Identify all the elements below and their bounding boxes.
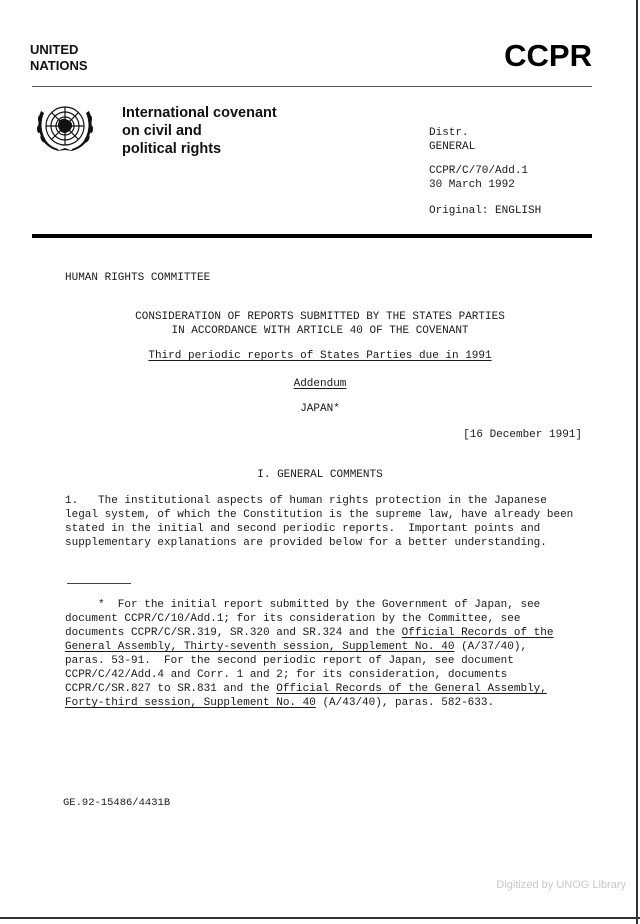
organization-name <box>30 42 88 74</box>
org-line-1: UNITED <box>30 42 79 57</box>
official-records-reference: Official Records of the General Assembly, <box>276 683 547 695</box>
footnote-text: CCPR/C/SR.827 to SR.831 and the <box>65 683 277 695</box>
submission-date: [16 December 1991] <box>463 429 582 441</box>
footnote-line: CCPR/C/42/Add.4 and Corr. 1 and 2; for its consideration, documents <box>65 669 508 681</box>
addendum-text: Addendum <box>293 378 347 390</box>
page-border-right <box>636 0 638 924</box>
official-records-reference: Forty-third session, Supplement No. 40 <box>65 697 316 709</box>
paragraph-line: supplementary explanations are provided below for a better understanding. <box>65 537 547 549</box>
footnote-line <box>65 640 605 654</box>
covenant-title <box>122 104 277 158</box>
covenant-title-line: political rights <box>122 141 222 157</box>
distribution-value: GENERAL <box>429 141 476 153</box>
job-number: GE.92-15486/4431B <box>63 797 171 809</box>
document-date: 30 March 1992 <box>429 179 515 191</box>
consideration-line: IN ACCORDANCE WITH ARTICLE 40 OF THE COVENANT <box>171 325 469 337</box>
section-heading: I. GENERAL COMMENTS <box>257 469 383 481</box>
official-records-reference: Official Records of the <box>401 627 554 639</box>
consideration-heading <box>0 310 640 338</box>
addendum-label <box>0 377 640 391</box>
header-bottom-rule <box>32 234 592 238</box>
footnote-line: document CCPR/C/10/Add.1; for its consideration by the Committee, see <box>65 613 521 625</box>
footnote-line <box>65 626 605 640</box>
paragraph-line: stated in the initial and second periodic reports. Important points and <box>65 523 541 535</box>
footnote-text: (A/37/40), <box>454 641 528 653</box>
series-symbol: CCPR <box>504 38 592 73</box>
footnote <box>65 598 605 710</box>
digitization-watermark: Digitized by UNOG Library <box>496 879 626 891</box>
paragraph-line: 1. The institutional aspects of human rights protection in the Japanese <box>65 495 547 507</box>
footnote-line <box>65 682 605 696</box>
header-divider <box>32 86 592 87</box>
country-name: JAPAN* <box>300 403 340 415</box>
paragraph-1 <box>65 494 605 550</box>
footnote-line: paras. 53-91. For the second periodic report of Japan, see document <box>65 655 514 667</box>
footnote-text: documents CCPR/C/SR.319, SR.320 and SR.324 and the <box>65 627 402 639</box>
paragraph-line: legal system, of which the Constitution is the supreme law, have already been <box>65 509 574 521</box>
footnote-line: * For the initial report submitted by the Government of Japan, see <box>65 599 541 611</box>
page-border-bottom <box>0 917 640 919</box>
distribution-label: Distr. <box>429 127 469 139</box>
footnote-separator <box>67 583 131 584</box>
footnote-text: (A/43/40), paras. 582-633. <box>315 697 495 709</box>
symbol-block <box>429 164 528 192</box>
covenant-title-line: on civil and <box>122 123 202 139</box>
report-title <box>0 349 640 363</box>
distribution-block <box>429 126 475 154</box>
covenant-title-line: International covenant <box>122 105 277 121</box>
committee-name: HUMAN RIGHTS COMMITTEE <box>65 272 211 284</box>
org-line-2: NATIONS <box>30 58 88 73</box>
footnote-line <box>65 696 605 710</box>
report-title-text: Third periodic reports of States Parties due in 1991 <box>148 350 492 362</box>
original-language: Original: ENGLISH <box>429 205 542 217</box>
un-emblem-icon <box>33 99 97 157</box>
official-records-reference: General Assembly, Thirty-seventh session, Supplement No. 40 <box>65 641 455 653</box>
document-symbol: CCPR/C/70/Add.1 <box>429 165 529 177</box>
consideration-line: CONSIDERATION OF REPORTS SUBMITTED BY THE STATES PARTIES <box>135 311 505 323</box>
